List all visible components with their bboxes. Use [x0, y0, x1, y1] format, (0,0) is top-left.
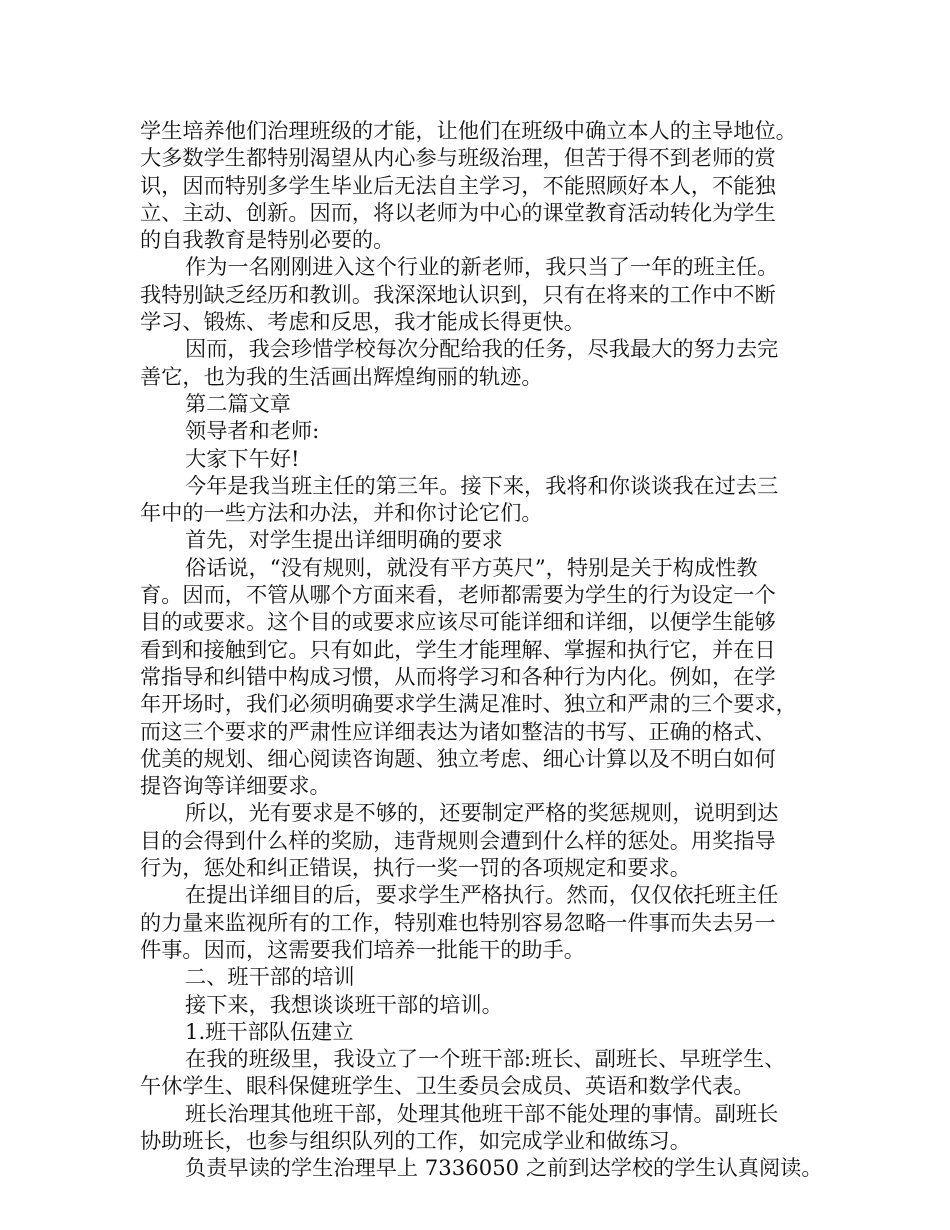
- text-line: 看到和接触到它。只有如此，学生才能理解、掌握和执行它，并在日: [140, 636, 776, 662]
- text-line: 育。因而，不管从哪个方面来看，老师都需要为学生的行为设定一个: [140, 582, 776, 608]
- text-line: 在我的班级里，我设立了一个班干部:班长、副班长、早班学生、: [185, 1046, 786, 1072]
- text-line: 所以，光有要求是不够的，还要制定严格的奖惩规则，说明到达: [185, 800, 779, 826]
- text-line: 领导者和老师:: [185, 418, 320, 444]
- text-line: 负责早读的学生治理早上 7336050 之前到达学校的学生认真阅读。: [185, 1155, 823, 1181]
- text-line: 年开场时，我们必须明确要求学生满足准时、独立和严肃的三个要求，: [140, 691, 797, 717]
- text-line: 午休学生、眼科保健班学生、卫生委员会成员、英语和数学代表。: [140, 1073, 755, 1099]
- text-line: 立、主动、创新。因而，将以老师为中心的课堂教育活动转化为学生: [140, 199, 776, 225]
- text-line: 提咨询等详细要求。: [140, 773, 331, 799]
- text-line: 首先，对学生提出详细明确的要求: [185, 527, 503, 553]
- text-line: 大家下午好!: [185, 445, 300, 471]
- text-line: 在提出详细目的后，要求学生严格执行。然而，仅仅依托班主任: [185, 882, 779, 908]
- text-line: 件事。因而，这需要我们培养一批能干的助手。: [140, 936, 585, 962]
- text-line: 优美的规划、细心阅读咨询题、独立考虑、细心计算以及不明白如何: [140, 745, 776, 771]
- text-line: 学习、锻炼、考虑和反思，我才能成长得更快。: [140, 309, 585, 335]
- text-line: 协助班长，也参与组织队列的工作，如完成学业和做练习。: [140, 1127, 691, 1153]
- text-line: 学生培养他们治理班级的才能，让他们在班级中确立本人的主导地位。: [140, 118, 797, 143]
- text-line: 年中的一些方法和办法，并和你讨论它们。: [140, 500, 543, 526]
- text-line: 1.班干部队伍建立: [185, 1018, 354, 1044]
- text-line: 目的或要求。这个目的或要求应该尽可能详细和详细，以便学生能够: [140, 609, 776, 635]
- text-line: 目的会得到什么样的奖励，违背规则会遭到什么样的惩处。用奖指导: [140, 827, 776, 853]
- text-line: 识，因而特别多学生毕业后无法自主学习，不能照顾好本人，不能独: [140, 172, 776, 198]
- text-line: 大多数学生都特别渴望从内心参与班级治理，但苦于得不到老师的赏: [140, 145, 776, 171]
- text-line: 二、班干部的培训: [185, 964, 355, 990]
- text-line: 的自我教育是特别必要的。: [140, 227, 395, 253]
- text-line: 第二篇文章: [185, 390, 291, 416]
- text-line: 行为，惩处和纠正错误，执行一奖一罚的各项规定和要求。: [140, 855, 691, 881]
- text-line: 善它，也为我的生活画出辉煌绚丽的轨迹。: [140, 363, 543, 389]
- text-line: 我特别缺乏经历和教训。我深深地认识到，只有在将来的工作中不断: [140, 281, 776, 307]
- text-line: 今年是我当班主任的第三年。接下来，我将和你谈谈我在过去三: [185, 472, 779, 498]
- text-line: 作为一名刚刚进入这个行业的新老师，我只当了一年的班主任。: [185, 254, 779, 280]
- document-body: [140, 117, 823, 1182]
- text-line: 因而，我会珍惜学校每次分配给我的任务，尽我最大的努力去完: [185, 336, 779, 362]
- text-line: 俗话说，“没有规则，就没有平方英尺”，特别是关于构成性教: [185, 554, 758, 580]
- text-line: 的力量来监视所有的工作，特别难也特别容易忽略一件事而失去另一: [140, 909, 776, 935]
- text-line: 常指导和纠错中构成习惯，从而将学习和各种行为内化。例如，在学: [140, 663, 776, 689]
- text-line: 班长治理其他班干部，处理其他班干部不能处理的事情。副班长: [185, 1100, 779, 1126]
- text-line: 而这三个要求的严肃性应详细表达为诸如整洁的书写、正确的格式、: [140, 718, 776, 744]
- text-line: 接下来，我想谈谈班干部的培训。: [185, 991, 503, 1017]
